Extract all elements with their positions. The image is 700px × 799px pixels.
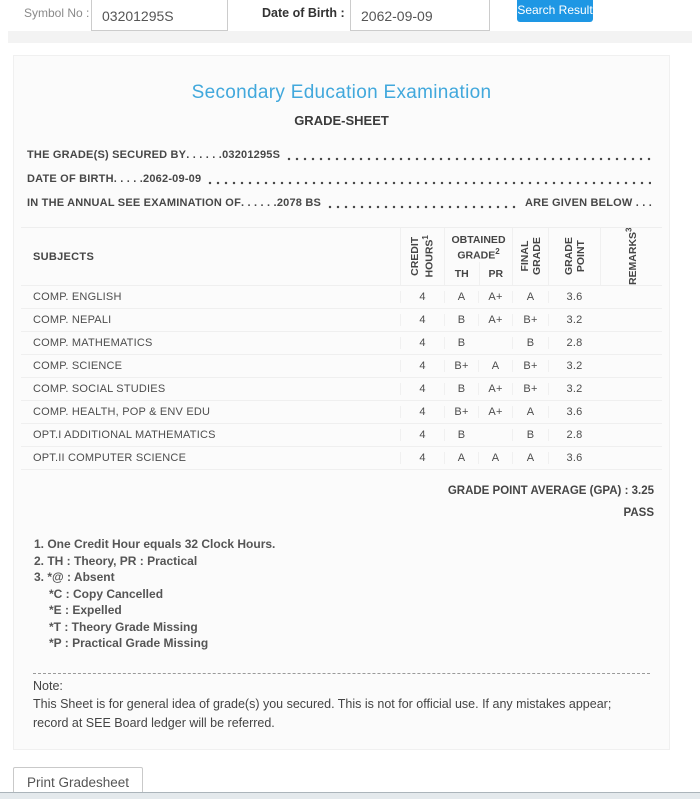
table-row <box>21 355 662 378</box>
form-divider-strip <box>8 31 692 43</box>
subject-cell: OPT.I ADDITIONAL MATHEMATICS <box>33 429 216 441</box>
theory-grade-cell: B+ <box>444 406 478 418</box>
page-title: Secondary Education Examination <box>191 82 492 103</box>
header-grade-point-label: GRADE POINT <box>562 237 587 276</box>
table-row <box>21 447 662 470</box>
practical-grade-cell: A <box>478 360 512 372</box>
theory-grade-cell: B <box>444 383 478 395</box>
credit-cell: 4 <box>400 383 444 395</box>
date-of-birth-input[interactable] <box>350 0 490 31</box>
note-label: Note: <box>33 678 63 693</box>
symbol-no-input[interactable] <box>91 0 228 31</box>
header-remarks-label: REMARKS <box>626 232 639 286</box>
footnotes <box>34 536 662 652</box>
theory-grade-cell: B <box>444 337 478 349</box>
grade-point-cell: 3.2 <box>548 314 600 326</box>
table-row <box>21 424 662 447</box>
credit-cell: 4 <box>400 452 444 464</box>
header-theory: TH <box>454 267 469 280</box>
grade-point-cell: 3.6 <box>548 452 600 464</box>
intro-line-date-of-birth <box>27 167 656 191</box>
intro-lines <box>27 143 656 215</box>
footnote-line: *E : Expelled <box>49 603 122 617</box>
header-remarks <box>600 228 662 285</box>
final-grade-cell: B <box>512 429 548 441</box>
footnote-line: *P : Practical Grade Missing <box>49 636 209 650</box>
intro-label: DATE OF BIRTH <box>27 173 114 185</box>
credit-cell: 4 <box>400 406 444 418</box>
footnote-ref-3: 3 <box>624 227 634 233</box>
grade-point-cell: 2.8 <box>548 429 600 441</box>
symbol-no-value: 03201295S <box>222 149 281 161</box>
final-grade-cell: B <box>512 337 548 349</box>
header-credit-hours <box>400 228 444 285</box>
note-text: This Sheet is for general idea of grade(s) you secured. This is not for official use. If any mistakes appear; record at SEE Board ledger will be referred. <box>33 696 612 730</box>
credit-cell: 4 <box>400 429 444 441</box>
grade-point-cell: 3.2 <box>548 383 600 395</box>
practical-grade-cell: A+ <box>478 383 512 395</box>
final-grade-cell: B+ <box>512 383 548 395</box>
credit-cell: 4 <box>400 360 444 372</box>
footnote-line: 1. One Credit Hour equals 32 Clock Hours. <box>34 537 276 551</box>
practical-grade-cell: A+ <box>478 406 512 418</box>
header-obtained-grade-label: OBTAINED GRADE <box>451 234 506 262</box>
credit-cell: 4 <box>400 337 444 349</box>
theory-grade-cell: B <box>444 314 478 326</box>
theory-grade-cell: A <box>444 452 478 464</box>
table-row <box>21 286 662 309</box>
practical-grade-cell: A+ <box>478 314 512 326</box>
theory-grade-cell: B+ <box>444 360 478 372</box>
final-grade-cell: B+ <box>512 360 548 372</box>
grade-point-cell: 3.6 <box>548 406 600 418</box>
footer-strip <box>0 792 700 799</box>
final-grade-cell: A <box>512 406 548 418</box>
search-form <box>0 0 700 31</box>
practical-grade-cell: A+ <box>478 291 512 303</box>
intro-dots: . . . . . . <box>186 149 223 161</box>
gradesheet-subtitle: GRADE-SHEET <box>294 113 389 128</box>
final-grade-cell: A <box>512 291 548 303</box>
footnote-line: *T : Theory Grade Missing <box>49 619 198 634</box>
dot-filler <box>206 167 651 191</box>
footnote-ref-2: 2 <box>495 246 500 256</box>
credit-cell: 4 <box>400 291 444 303</box>
result-status: PASS <box>623 507 654 519</box>
grade-point-cell: 3.2 <box>548 360 600 372</box>
dot-filler <box>326 191 520 215</box>
subject-cell: COMP. HEALTH, POP & ENV EDU <box>33 406 211 418</box>
intro-line-secured-by <box>27 143 656 167</box>
intro-line-exam-year <box>27 191 656 215</box>
header-final-grade <box>512 228 548 285</box>
symbol-no-label: Symbol No : <box>24 6 90 20</box>
final-grade-cell: B+ <box>512 314 548 326</box>
theory-grade-cell: B <box>444 429 478 441</box>
table-row <box>21 309 662 332</box>
header-credit-hours-label: CREDIT HOURS <box>409 236 436 278</box>
intro-label: IN THE ANNUAL SEE EXAMINATION OF <box>27 197 241 209</box>
final-grade-cell: A <box>512 452 548 464</box>
practical-grade-cell: A <box>478 452 512 464</box>
table-row <box>21 378 662 401</box>
intro-suffix: ARE GIVEN BELOW . . . <box>524 197 652 209</box>
gradesheet-panel <box>13 55 670 750</box>
footnote-line: 2. TH : Theory, PR : Practical <box>34 553 198 568</box>
subject-cell: COMP. NEPALI <box>33 314 112 326</box>
subject-cell: COMP. MATHEMATICS <box>33 337 153 349</box>
header-practical: PR <box>479 262 513 285</box>
header-grade-point <box>548 228 600 285</box>
footnote-line: *C : Copy Cancelled <box>49 586 164 601</box>
search-result-button[interactable]: Search Result <box>517 0 593 22</box>
header-subjects: SUBJECTS <box>33 250 95 263</box>
header-final-grade-label: FINAL GRADE <box>518 237 543 276</box>
dob-value: 2062-09-09 <box>143 173 202 185</box>
intro-label: THE GRADE(S) SECURED BY <box>27 149 187 161</box>
grade-point-cell: 2.8 <box>548 337 600 349</box>
table-row <box>21 332 662 355</box>
dashed-divider <box>33 673 650 674</box>
credit-cell: 4 <box>400 314 444 326</box>
theory-grade-cell: A <box>444 291 478 303</box>
footnote-line: 3. *@ : Absent <box>34 570 115 584</box>
print-gradesheet-button[interactable]: Print Gradesheet <box>13 767 143 799</box>
gpa-value: GRADE POINT AVERAGE (GPA) : 3.25 <box>447 485 654 497</box>
dot-filler <box>285 143 651 167</box>
subject-cell: COMP. ENGLISH <box>33 291 122 303</box>
subject-cell: COMP. SCIENCE <box>33 360 123 372</box>
intro-dots: . . . . . . <box>240 197 277 209</box>
footnote-ref-1: 1 <box>421 235 431 240</box>
grade-point-cell: 3.6 <box>548 291 600 303</box>
subject-cell: OPT.II COMPUTER SCIENCE <box>33 452 187 464</box>
date-of-birth-label: Date of Birth : <box>262 6 345 20</box>
grades-table-header <box>21 228 662 286</box>
intro-dots: . . . . . <box>113 173 144 185</box>
exam-year-value: 2078 BS <box>276 197 322 209</box>
header-obtained-grade-group <box>444 228 512 285</box>
subject-cell: COMP. SOCIAL STUDIES <box>33 383 166 395</box>
grades-table <box>21 227 662 470</box>
table-row <box>21 401 662 424</box>
